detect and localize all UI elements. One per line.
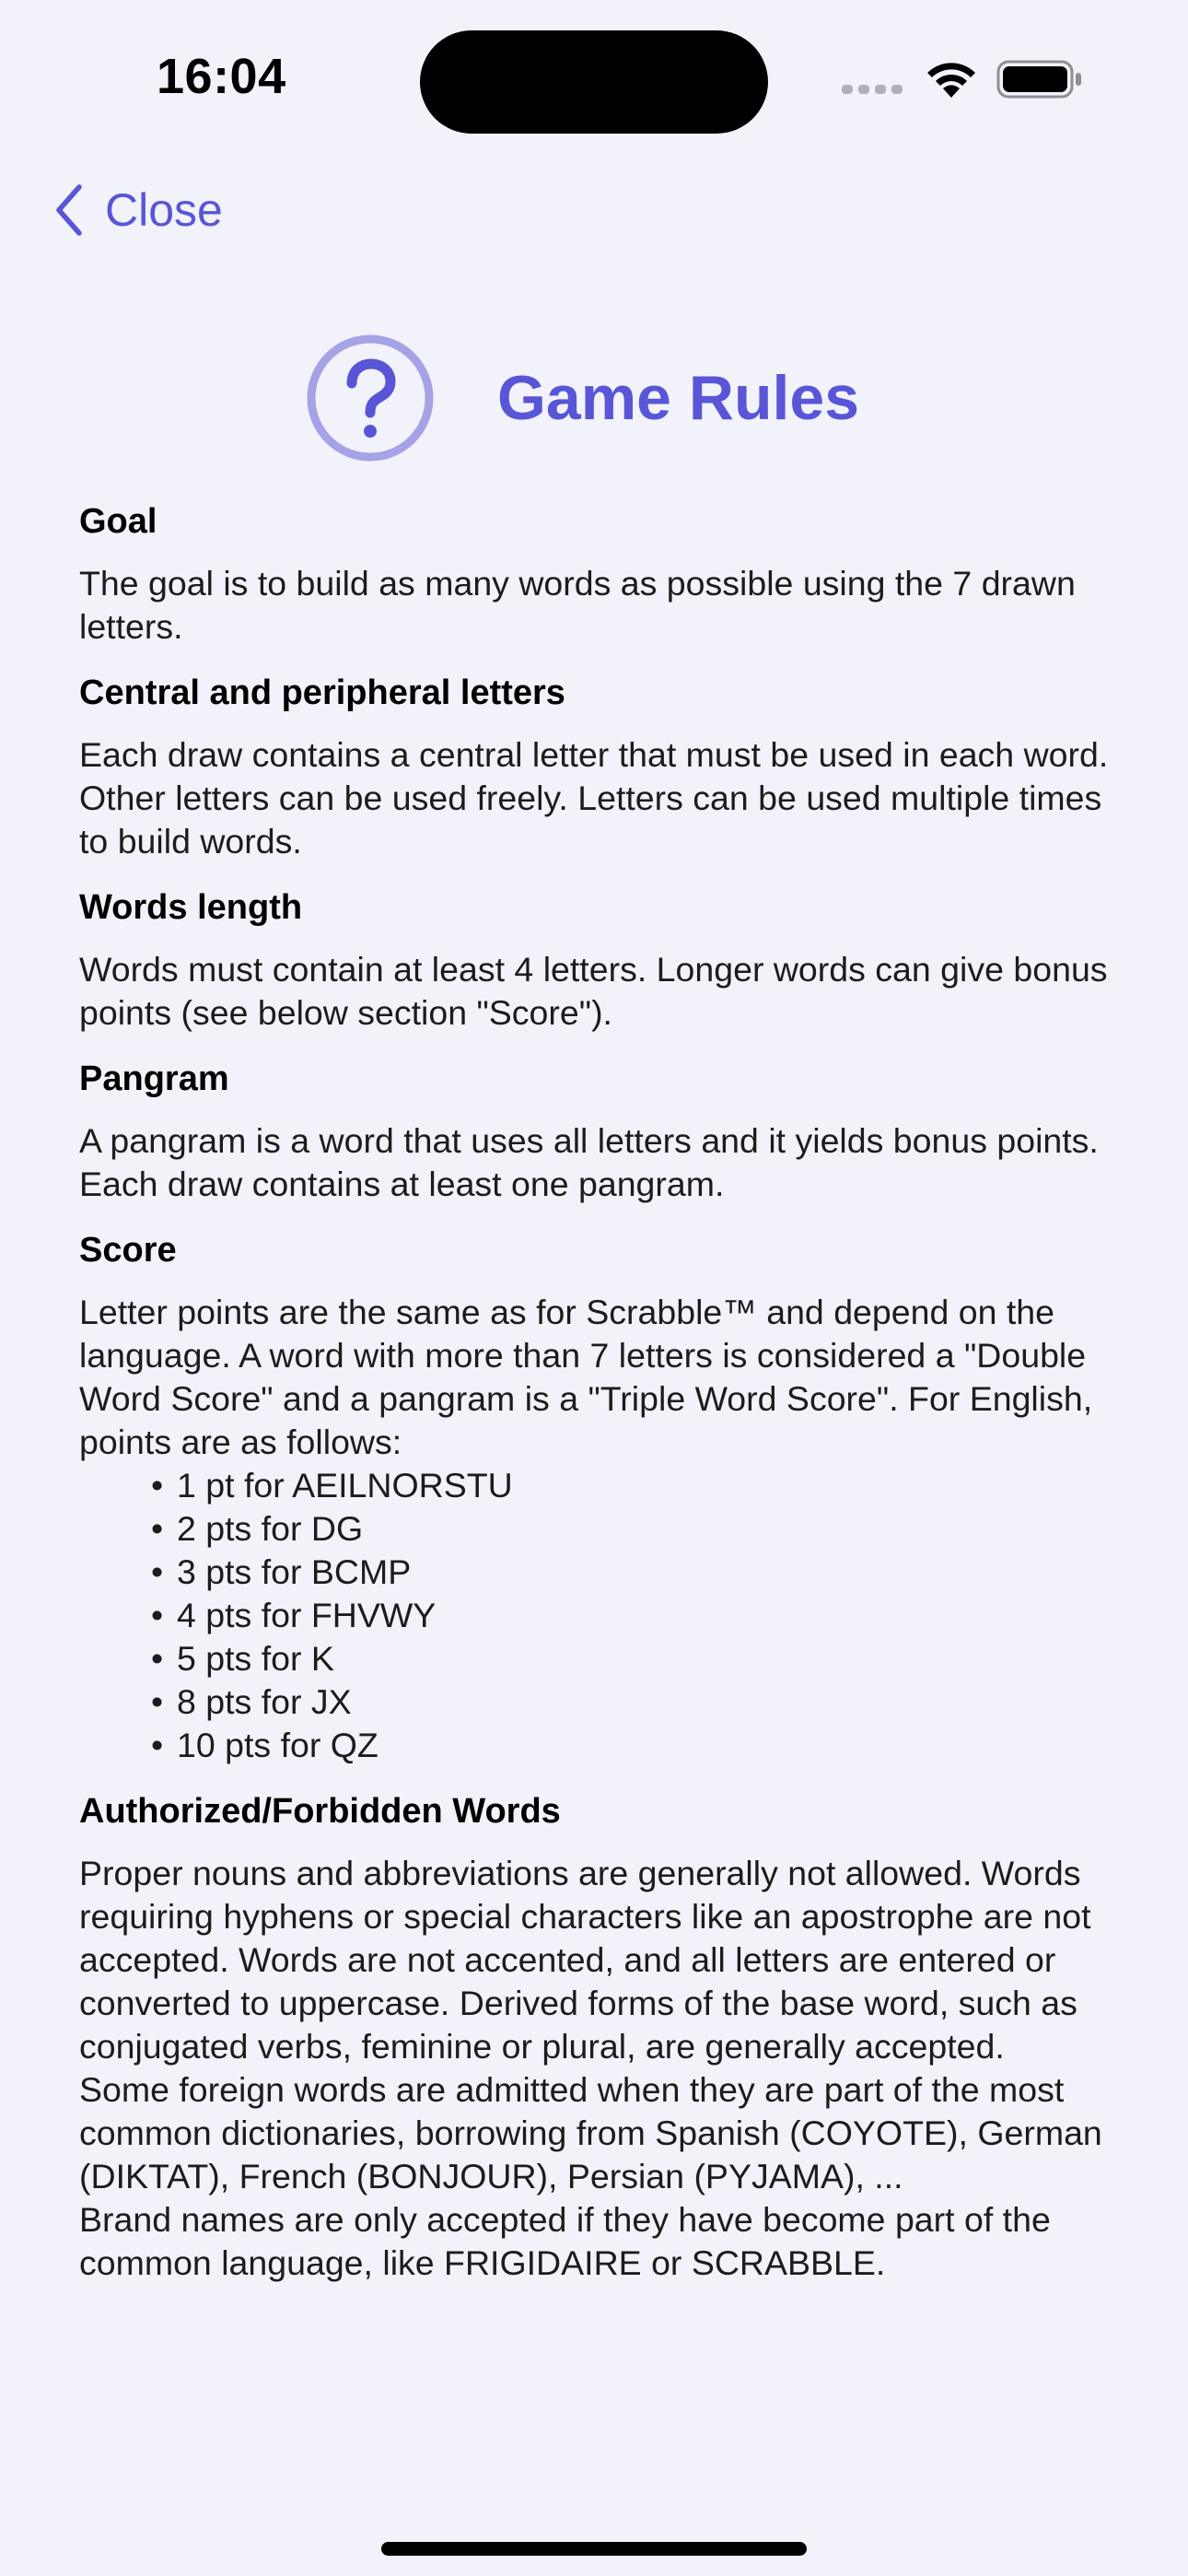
section-heading: Words length xyxy=(79,888,303,927)
rules-content[interactable] xyxy=(79,494,1120,2416)
wifi-icon xyxy=(923,57,980,100)
list-item: • 8 pts for JX xyxy=(151,1680,1120,1724)
list-item: • 10 pts for QZ xyxy=(151,1724,1120,1767)
list-item: • 1 pt for AEILNORSTU xyxy=(151,1464,1120,1507)
section-text-block xyxy=(79,1291,1120,1767)
close-button[interactable] xyxy=(53,181,223,240)
section-heading: Central and peripheral letters xyxy=(79,673,565,712)
status-indicators xyxy=(842,57,1083,103)
section-text: Brand names are only accepted if they have become part of the common language, like FRIGIDAIRE or SCRABBLE. xyxy=(79,2200,1051,2282)
section-letters xyxy=(79,665,1120,863)
list-item: • 5 pts for K xyxy=(151,1637,1120,1680)
battery-icon xyxy=(996,59,1083,100)
section-heading: Pangram xyxy=(79,1060,229,1098)
question-mark-circle-icon xyxy=(306,334,435,463)
section-text: A pangram is a word that uses all letters and it yields bonus points. Each draw contains at least one pangram. xyxy=(79,1121,1099,1203)
section-pangram xyxy=(79,1051,1120,1206)
section-words-length xyxy=(79,880,1120,1035)
section-text: Words must contain at least 4 letters. Longer words can give bonus points (see below section "Score"). xyxy=(79,950,1108,1032)
points-list xyxy=(79,1464,1120,1767)
home-indicator[interactable] xyxy=(381,2542,807,2556)
section-text: Proper nouns and abbreviations are generally not allowed. Words requiring hyphens or special characters like an apostrophe are not accepted. Words are not accented, and all letters are entered or converted to uppercase. Derived forms of the base word, such as conjugated verbs, feminine or plural, are generally accepted. xyxy=(79,1854,1091,2066)
list-item: • 4 pts for FHVWY xyxy=(151,1594,1120,1637)
section-text: Each draw contains a central letter that must be used in each word. Other letters can be used freely. Letters can be used multiple times to build words. xyxy=(79,735,1109,861)
section-heading: Authorized/Forbidden Words xyxy=(79,1792,561,1831)
section-text: Letter points are the same as for Scrabble™ and depend on the language. A word with more than 7 letters is considered a "Double Word Score" and a pangram is a "Triple Word Score". For English, points are as follows: xyxy=(79,1293,1093,1461)
section-text-block xyxy=(79,1852,1120,2285)
section-heading: Score xyxy=(79,1231,177,1270)
section-text: The goal is to build as many words as possible using the 7 drawn letters. xyxy=(79,564,1076,646)
list-item: • 3 pts for BCMP xyxy=(151,1551,1120,1594)
page-title: Game Rules xyxy=(497,363,860,433)
close-label: Close xyxy=(105,184,223,236)
cellular-signal-icon xyxy=(842,85,904,96)
section-authorized-words xyxy=(79,1784,1120,2285)
section-heading: Goal xyxy=(79,502,157,541)
dynamic-island xyxy=(420,30,768,134)
section-text: Some foreign words are admitted when they are part of the most common dictionaries, borrowing from Spanish (COYOTE), German (DIKTAT), French (BONJOUR), Persian (PYJAMA), ... xyxy=(79,2070,1102,2195)
section-goal xyxy=(79,494,1120,649)
status-time: 16:04 xyxy=(157,49,286,104)
section-score xyxy=(79,1223,1120,1767)
list-item: • 2 pts for DG xyxy=(151,1507,1120,1551)
chevron-left-icon xyxy=(53,183,85,237)
